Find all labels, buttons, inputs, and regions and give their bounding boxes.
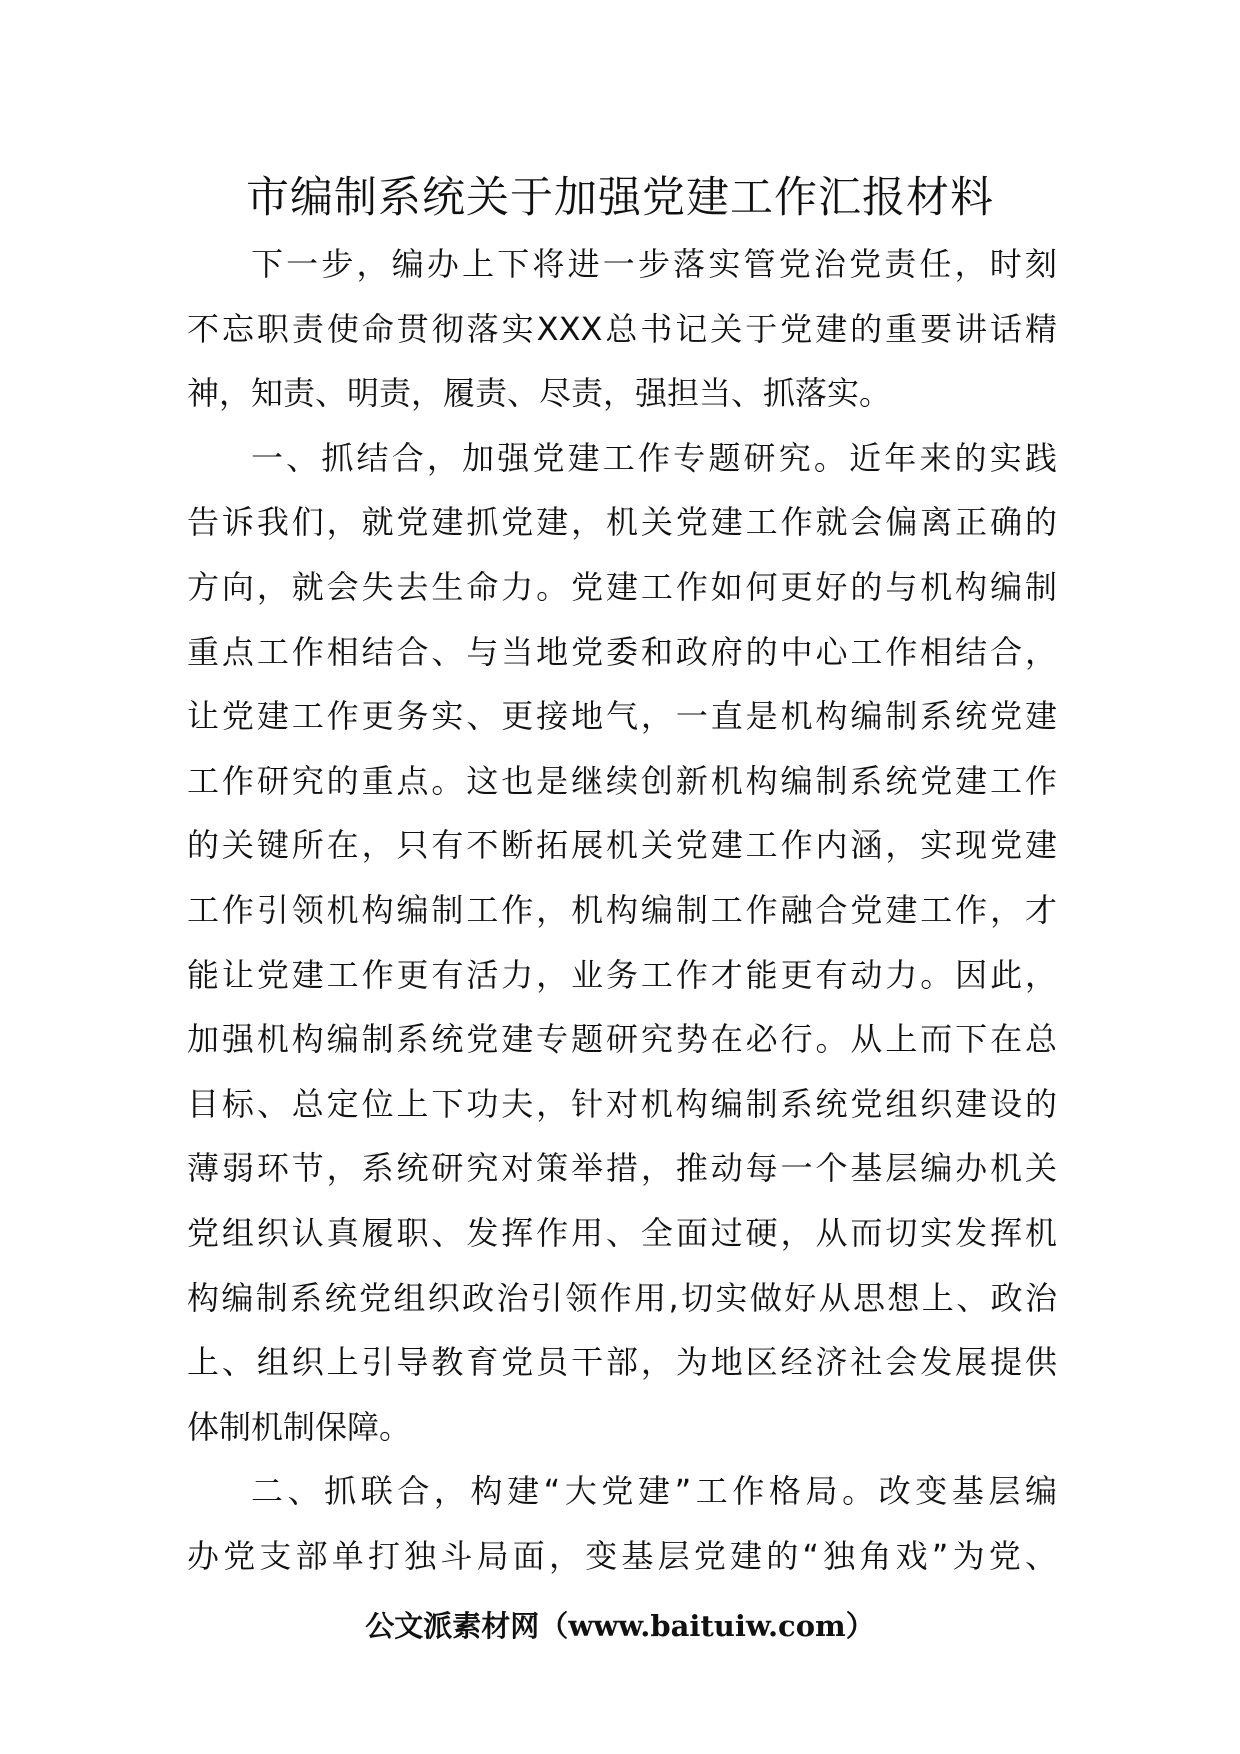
footer-watermark: 公文派素材网（www.baituiw.com） [365,1609,875,1643]
paragraph-line: 能让党建工作更有活力，业务工作才能更有动力。因此， [187,955,1057,994]
paragraph-line: 上、组织上引导教育党员干部，为地区经济社会发展提供 [187,1343,1057,1382]
paragraph-line: 工作研究的重点。这也是继续创新机构编制系统党建工作 [187,761,1057,800]
paragraph-line: 薄弱环节，系统研究对策举措，推动每一个基层编办机关 [187,1149,1057,1188]
paragraph-line: 神，知责、明责，履责、尽责，强担当、抓落实。 [187,374,892,413]
paragraph-line: 目标、总定位上下功夫，针对机构编制系统党组织建设的 [187,1084,1057,1123]
paragraph-line: 工作引领机构编制工作，机构编制工作融合党建工作，才 [187,890,1057,929]
document-title: 市编制系统关于加强党建工作汇报材料 [246,173,994,223]
paragraph-line: 一、抓结合，加强党建工作专题研究。近年来的实践 [251,438,1057,477]
paragraph-line: 让党建工作更务实、更接地气，一直是机构编制系统党建 [187,697,1057,736]
paragraph-line: 党组织认真履职、发挥作用、全面过硬，从而切实发挥机 [187,1213,1057,1252]
paragraph-line: 下一步，编办上下将进一步落实管党治党责任，时刻 [251,245,1057,283]
paragraph-line: 告诉我们，就党建抓党建，机关党建工作就会偏离正确的 [187,503,1057,542]
paragraph-line: 重点工作相结合、与当地党委和政府的中心工作相结合， [187,632,1057,671]
paragraph-line: 二、抓联合，构建“大党建”工作格局。改变基层编 [251,1472,1057,1511]
paragraph-line: 方向，就会失去生命力。党建工作如何更好的与机构编制 [187,567,1057,606]
document-body [187,232,1057,1588]
paragraph-line: 的关键所在，只有不断拓展机关党建工作内涵，实现党建 [187,826,1057,865]
paragraph-line: 办党支部单打独斗局面，变基层党建的“独角戏”为党、 [187,1536,1057,1575]
paragraph-line: 不忘职责使命贯彻落实XXX总书记关于党建的重要讲话精 [187,309,1057,348]
paragraph-line: 构编制系统党组织政治引领作用,切实做好从思想上、政治 [187,1278,1057,1317]
paragraph-line: 加强机构编制系统党建专题研究势在必行。从上而下在总 [187,1020,1057,1059]
paragraph-line: 体制机制保障。 [187,1407,412,1446]
